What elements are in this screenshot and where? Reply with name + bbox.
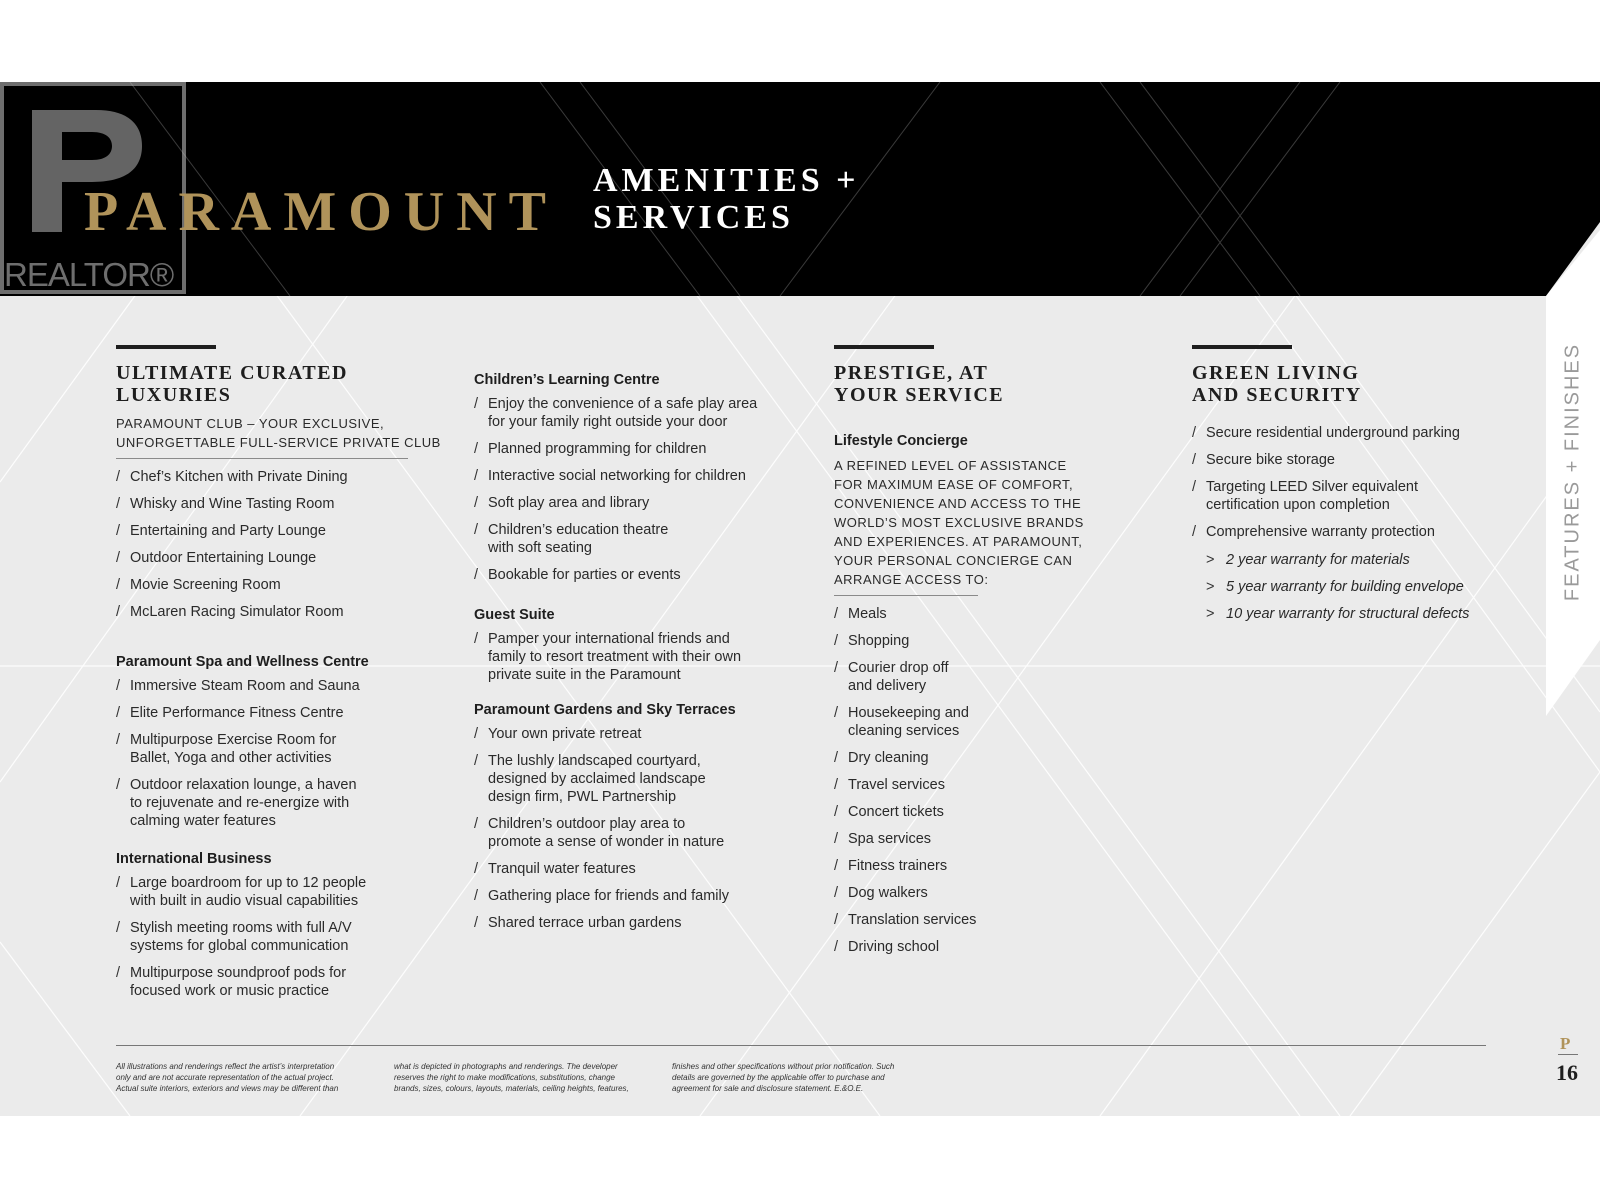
list-item-line: / Enjoy the convenience of a safe play area <box>488 396 758 412</box>
club-intro-line2: UNFORGETTABLE FULL-SERVICE PRIVATE CLUB <box>116 435 441 450</box>
club-intro <box>116 414 441 452</box>
concierge-line: ARRANGE ACCESS TO: <box>834 572 989 587</box>
business-heading: International Business <box>116 851 272 867</box>
list-item: / Meals <box>834 605 976 623</box>
disclaimer-line: finishes and other specifications without prior notification. Such <box>672 1062 895 1071</box>
list-item-line: to rejuvenate and re-energize with <box>130 795 350 811</box>
col1-heading-line2: LUXURIES <box>116 384 232 406</box>
list-item <box>116 964 366 1000</box>
disclaimer-line: what is depicted in photographs and renderings. The developer <box>394 1062 618 1071</box>
list-item <box>474 815 729 851</box>
list-item-line: for your family right outside your door <box>488 414 728 430</box>
list-item-line: / Targeting LEED Silver equivalent <box>1206 479 1418 495</box>
list-item-line: certification upon completion <box>1206 497 1390 513</box>
realtor-watermark-text: REALTOR® <box>4 256 174 293</box>
list-item <box>474 630 741 684</box>
brand-logo-text: PARAMOUNT <box>84 181 559 243</box>
gardens-list <box>474 725 729 932</box>
list-item <box>116 776 360 830</box>
list-item-line: / The lushly landscaped courtyard, <box>488 753 701 769</box>
list-item: > 10 year warranty for structural defects <box>1206 605 1469 623</box>
list-item: / Bookable for parties or events <box>474 566 757 584</box>
list-item-line: systems for global communication <box>130 938 349 954</box>
business-list <box>116 874 366 1000</box>
warranty-list <box>1206 551 1469 623</box>
list-item: / Your own private retreat <box>474 725 729 743</box>
list-item: > 5 year warranty for building envelope <box>1206 578 1469 596</box>
spa-heading: Paramount Spa and Wellness Centre <box>116 654 369 670</box>
club-intro-line1: PARAMOUNT CLUB – YOUR EXCLUSIVE, <box>116 416 385 431</box>
list-item: / Immersive Steam Room and Sauna <box>116 677 360 695</box>
list-item: / Gathering place for friends and family <box>474 887 729 905</box>
list-item: / Entertaining and Party Lounge <box>116 522 348 540</box>
list-item-line: design firm, PWL Partnership <box>488 789 677 805</box>
list-item-line: / Multipurpose Exercise Room for <box>130 732 337 748</box>
list-item-line: Ballet, Yoga and other activities <box>130 750 332 766</box>
list-item-line: cleaning services <box>848 723 960 739</box>
children-heading: Children’s Learning Centre <box>474 372 660 388</box>
disclaimer-part3 <box>672 1061 912 1095</box>
list-item: / Translation services <box>834 911 976 929</box>
concierge-line: A REFINED LEVEL OF ASSISTANCE <box>834 458 1067 473</box>
list-item: / Secure bike storage <box>1192 451 1460 469</box>
list-item <box>474 395 757 431</box>
list-item-line: promote a sense of wonder in nature <box>488 834 725 850</box>
page-number-mark: P <box>1560 1034 1571 1053</box>
list-item-line: calming water features <box>130 813 276 829</box>
list-item-line: / Housekeeping and <box>848 705 969 721</box>
list-item-line: / Outdoor relaxation lounge, a haven <box>130 777 357 793</box>
list-item: / Interactive social networking for children <box>474 467 757 485</box>
list-item: / Dog walkers <box>834 884 976 902</box>
footer-rule <box>116 1045 1486 1046</box>
list-item: / Fitness trainers <box>834 857 976 875</box>
list-item: > 2 year warranty for materials <box>1206 551 1469 569</box>
list-item: / Planned programming for children <box>474 440 757 458</box>
page-title-line2: SERVICES <box>593 199 794 236</box>
disclaimer-line: brands, sizes, colours, layouts, materials, ceiling heights, features, <box>394 1084 629 1094</box>
list-item: / McLaren Racing Simulator Room <box>116 603 348 621</box>
list-item-line: / Children’s education theatre <box>488 522 669 538</box>
disclaimer-line: Actual suite interiors, exteriors and views may be different than <box>116 1084 339 1094</box>
list-item-line: / Stylish meeting rooms with full A/V <box>130 920 352 936</box>
page-title <box>593 162 859 236</box>
list-item <box>1192 478 1460 514</box>
list-item: / Elite Performance Fitness Centre <box>116 704 360 722</box>
col4-heading-line2: AND SECURITY <box>1192 384 1362 406</box>
concierge-heading: Lifestyle Concierge <box>834 433 968 449</box>
concierge-description <box>834 456 1084 589</box>
col3-heading-line1: PRESTIGE, AT <box>834 362 989 384</box>
brochure-page <box>0 82 1600 1116</box>
list-item: / Tranquil water features <box>474 860 729 878</box>
list-item: / Driving school <box>834 938 976 956</box>
disclaimer-line: All illustrations and renderings reflect the artist’s interpretation <box>116 1062 335 1071</box>
club-intro-rule <box>116 458 408 459</box>
list-item <box>116 919 366 955</box>
page-number-rule <box>1558 1054 1578 1055</box>
list-item: / Concert tickets <box>834 803 976 821</box>
col4-heading-rule <box>1192 345 1292 349</box>
list-item: / Shared terrace urban gardens <box>474 914 729 932</box>
col1-heading <box>116 362 348 406</box>
list-item-line: focused work or music practice <box>130 983 330 999</box>
list-item <box>834 659 976 695</box>
col1-heading-rule <box>116 345 216 349</box>
list-item: / Shopping <box>834 632 976 650</box>
club-amenities-list <box>116 468 348 621</box>
spa-list <box>116 677 360 830</box>
concierge-line: WORLD’S MOST EXCLUSIVE BRANDS <box>834 515 1084 530</box>
disclaimer-part1 <box>116 1061 356 1095</box>
concierge-line: AND EXPERIENCES. AT PARAMOUNT, <box>834 534 1083 549</box>
concierge-rule <box>834 595 978 596</box>
side-tab-label: FEATURES + FINISHES <box>1561 342 1584 602</box>
gardens-heading: Paramount Gardens and Sky Terraces <box>474 702 736 718</box>
concierge-line: CONVENIENCE AND ACCESS TO THE <box>834 496 1082 511</box>
col3-heading <box>834 362 1004 406</box>
list-item: / Travel services <box>834 776 976 794</box>
list-item-line: / Large boardroom for up to 12 people <box>130 875 367 891</box>
col4-heading-line1: GREEN LIVING <box>1192 362 1360 384</box>
list-item-line: designed by acclaimed landscape <box>488 771 706 787</box>
list-item: / Dry cleaning <box>834 749 976 767</box>
list-item-line: with soft seating <box>488 540 592 556</box>
concierge-line: FOR MAXIMUM EASE OF COMFORT, <box>834 477 1074 492</box>
list-item-line: private suite in the Paramount <box>488 667 681 683</box>
list-item: / Outdoor Entertaining Lounge <box>116 549 348 567</box>
list-item: / Soft play area and library <box>474 494 757 512</box>
list-item: / Secure residential underground parking <box>1192 424 1460 442</box>
list-item <box>474 521 757 557</box>
list-item: / Spa services <box>834 830 976 848</box>
list-item <box>116 874 366 910</box>
concierge-line: YOUR PERSONAL CONCIERGE CAN <box>834 553 1073 568</box>
list-item-line: with built in audio visual capabilities <box>130 893 359 909</box>
col3-heading-rule <box>834 345 934 349</box>
list-item: / Chef’s Kitchen with Private Dining <box>116 468 348 486</box>
list-item-line: / Pamper your international friends and <box>488 631 730 647</box>
col4-heading <box>1192 362 1362 406</box>
list-item-line: / Children’s outdoor play area to <box>488 816 686 832</box>
children-list <box>474 395 757 584</box>
page-number: 16 <box>1556 1060 1578 1085</box>
page-title-line1: AMENITIES + <box>593 162 860 199</box>
list-item-line: / Courier drop off <box>848 660 949 676</box>
list-item-line: and delivery <box>848 678 927 694</box>
list-item: / Whisky and Wine Tasting Room <box>116 495 348 513</box>
guest-suite-heading: Guest Suite <box>474 607 555 623</box>
list-item: / Movie Screening Room <box>116 576 348 594</box>
list-item <box>474 752 729 806</box>
col3-heading-line2: YOUR SERVICE <box>834 384 1005 406</box>
disclaimer-line: reserves the right to make modifications, substitutions, change <box>394 1073 615 1083</box>
list-item-line: / Multipurpose soundproof pods for <box>130 965 347 981</box>
green-security-list <box>1192 424 1460 541</box>
col1-heading-line1: ULTIMATE CURATED <box>116 362 348 384</box>
disclaimer-part2 <box>394 1061 634 1095</box>
guest-suite-list <box>474 630 741 684</box>
header-banner <box>0 82 1600 296</box>
list-item-line: family to resort treatment with their own <box>488 649 742 665</box>
disclaimer-line: only and are not accurate representation of the actual project. <box>116 1073 334 1083</box>
concierge-services-list <box>834 605 976 956</box>
list-item: / Comprehensive warranty protection <box>1192 523 1460 541</box>
disclaimer-line: details are governed by the applicable offer to purchase and <box>672 1073 885 1083</box>
list-item <box>116 731 360 767</box>
list-item <box>834 704 976 740</box>
disclaimer-line: agreement for sale and disclosure statement. E.&O.E. <box>672 1084 864 1094</box>
